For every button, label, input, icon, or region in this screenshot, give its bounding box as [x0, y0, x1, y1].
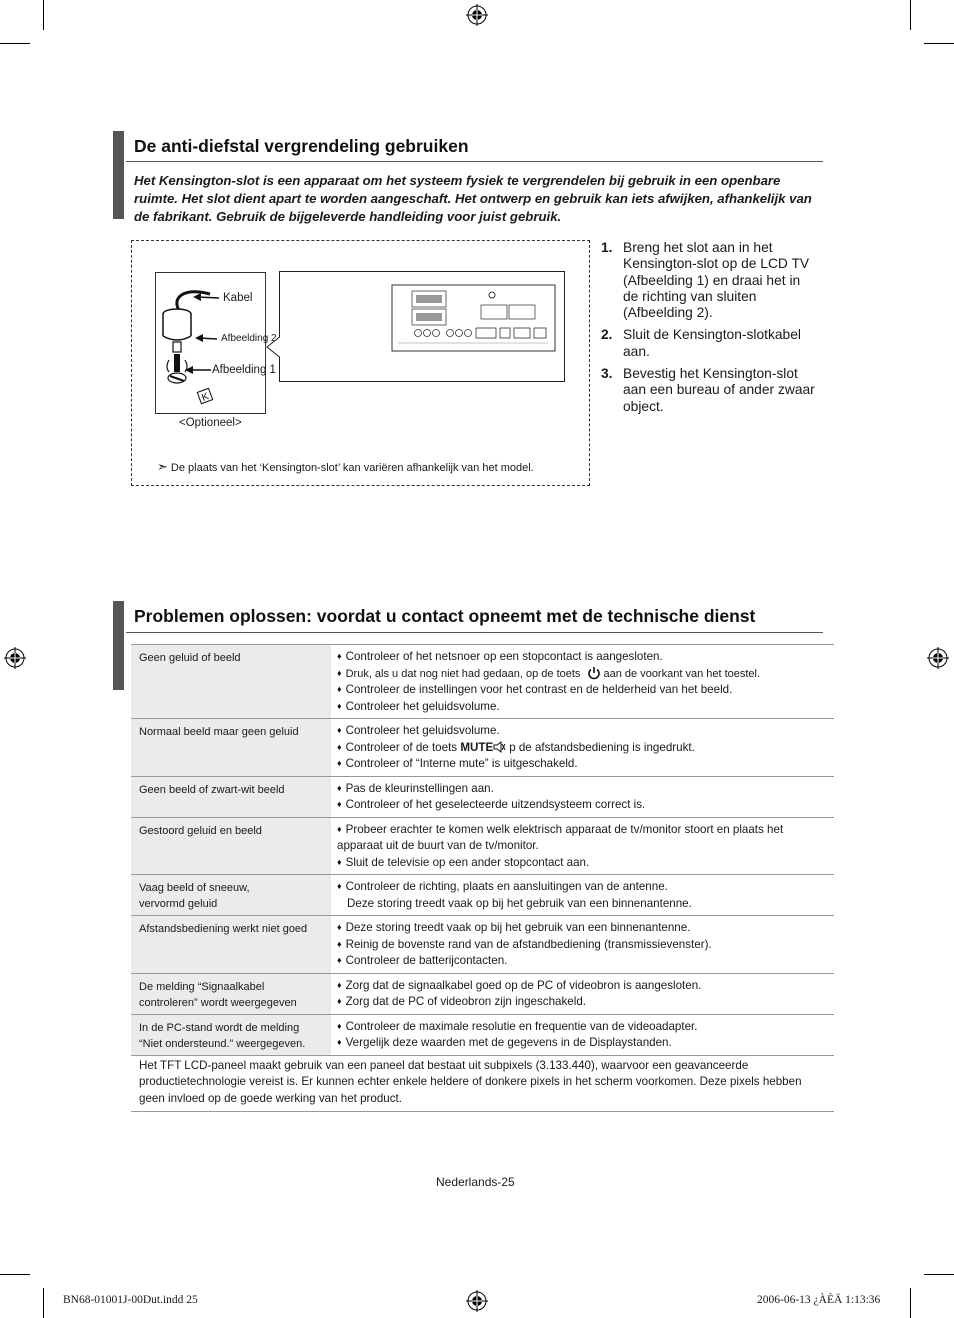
troubleshooting-table	[131, 644, 834, 1112]
steps-list	[601, 240, 816, 421]
crop-mark	[910, 1288, 911, 1318]
table-row	[131, 719, 834, 777]
crop-mark	[0, 1274, 30, 1275]
solution-text: aan de voorkant van het toestel.	[603, 667, 761, 680]
step-number: 2.	[601, 327, 613, 343]
problem-cell: Normaal beeld maar geen geluid	[131, 719, 331, 777]
step-text: Bevestig het Kensington-slot aan een bureau of ander zwaar object.	[623, 366, 815, 414]
page-number: Nederlands-25	[436, 1175, 515, 1189]
problem-cell: Geen beeld of zwart-wit beeld	[131, 776, 331, 817]
step-item	[601, 240, 816, 321]
label-optioneel: <Optioneel>	[179, 417, 242, 429]
step-text: Breng het slot aan in het Kensington-slot op de LCD TV (Afbeelding 1) en draai het in de richting van sluiten (Afbeelding 2).	[623, 240, 810, 321]
solution-item: ♦ Controleer de maximale resolutie en frequentie van de videoadapter.	[337, 1019, 826, 1036]
section-title: Problemen oplossen: voordat u contact opneemt met de technische dienst	[134, 606, 756, 626]
crop-mark	[43, 1288, 44, 1318]
problem-cell	[131, 973, 331, 1014]
step-item	[601, 366, 816, 415]
problem-cell: Afstandsbediening werkt niet goed	[131, 916, 331, 974]
solution-item: ♦ Deze storing treedt vaak op bij het gebruik van een binnenantenne.	[337, 920, 826, 937]
solution-text: Controleer of de toets	[345, 740, 458, 754]
solution-continuation: Deze storing treedt vaak op bij het gebruik van een binnenantenne.	[347, 896, 692, 910]
problem-line: controleren” wordt weergegeven	[139, 996, 297, 1009]
crop-mark	[924, 43, 954, 44]
step-number: 3.	[601, 366, 613, 382]
table-row	[131, 1055, 834, 1112]
solution-item	[337, 740, 826, 757]
crop-mark	[924, 1274, 954, 1275]
step-number: 1.	[601, 240, 613, 255]
solution-item: ♦ Controleer het geluidsvolume.	[337, 723, 826, 740]
solution-cell	[331, 973, 834, 1014]
section-rule	[126, 632, 823, 633]
registration-mark-icon	[466, 1290, 488, 1312]
solution-item: ♦ Controleer het geluidsvolume.	[337, 699, 826, 716]
crop-mark	[910, 0, 911, 30]
mute-key-label: MUTE	[460, 740, 494, 754]
solution-item: ♦ Controleer de instellingen voor het contrast en de helderheid van het beeld.	[337, 682, 826, 699]
step-text: Sluit de Kensington-slotkabel aan.	[623, 327, 801, 359]
solution-text: p de afstandsbediening is ingedrukt.	[509, 740, 695, 754]
solution-item: ♦ Vergelijk deze waarden met de gegevens in de Displaystanden.	[337, 1035, 826, 1052]
file-slug: BN68-01001J-00Dut.indd 25	[63, 1294, 198, 1306]
problem-cell	[131, 875, 331, 916]
solution-cell	[331, 875, 834, 916]
mute-icon	[493, 741, 506, 753]
svg-text:K: K	[200, 391, 211, 404]
intro-text: Het Kensington-slot is een apparaat om het systeem fysiek te vergrendelen bij gebruik in een openbare ruimte. Het slot dient apart te worden aangeschaft. Het ontwerp en gebruik kan iets afwijken, afhankelijk van de fabrikant. Gebruik de bijgeleverde handleiding voor juist gebruik.	[134, 173, 812, 224]
figure-note	[157, 459, 534, 475]
solution-cell	[331, 916, 834, 974]
table-row	[131, 875, 834, 916]
solution-item: ♦ Reinig de bovenste rand van de afstandbediening (transmissievenster).	[337, 937, 826, 954]
problem-line: In de PC-stand wordt de melding	[139, 1021, 300, 1034]
problem-line: De melding “Signaalkabel	[139, 980, 265, 993]
label-kabel: Kabel	[223, 292, 253, 304]
registration-mark-icon	[4, 647, 26, 669]
section-bar	[113, 601, 124, 690]
problem-line: “Niet ondersteund.” weergegeven.	[139, 1037, 306, 1050]
solution-item: ♦ Probeer erachter te komen welk elektrisch apparaat de tv/monitor stoort en plaats het apparaat uit de buurt van de tv/monitor.	[337, 822, 826, 855]
power-icon	[587, 666, 601, 680]
crop-mark	[0, 43, 30, 44]
solution-cell	[331, 645, 834, 719]
label-afbeelding-1: Afbeelding 1	[212, 364, 276, 376]
solution-item: ♦ Controleer de richting, plaats en aansluitingen van de antenne.	[337, 879, 826, 896]
problem-cell	[131, 1014, 331, 1055]
solution-text: Druk, als u dat nog niet had gedaan, op de toets	[345, 667, 581, 680]
section-bar	[113, 131, 124, 219]
table-row	[131, 1014, 834, 1055]
step-item	[601, 327, 816, 360]
solution-item: ♦ Zorg dat de PC of videobron zijn ingeschakeld.	[337, 994, 826, 1011]
solution-item: ♦ Controleer of “Interne mute” is uitgeschakeld.	[337, 756, 826, 773]
solution-item: ♦ Pas de kleurinstellingen aan.	[337, 781, 826, 798]
solution-item: ♦ Zorg dat de signaalkabel goed op de PC of videobron is aangesloten.	[337, 978, 826, 995]
solution-cell	[331, 1014, 834, 1055]
problem-cell: Gestoord geluid en beeld	[131, 817, 331, 875]
solution-cell	[331, 719, 834, 777]
lcd-note: Het TFT LCD-paneel maakt gebruik van een paneel dat bestaat uit subpixels (3.133.440), waarvoor een geavanceerde productietechnologie vereist is. Er kunnen echter enkele heldere of donkere pixels in het scherm voorkomen. Deze pixels hebben geen invloed op de goede werking van het product.	[131, 1055, 834, 1112]
registration-mark-icon	[927, 647, 949, 669]
section-rule	[126, 161, 823, 162]
section-title: De anti-diefstal vergrendeling gebruiken	[134, 136, 469, 156]
registration-mark-icon	[466, 4, 488, 26]
table-row	[131, 973, 834, 1014]
label-afbeelding-2: Afbeelding 2	[221, 333, 277, 344]
solution-item: ♦ Controleer de batterijcontacten.	[337, 953, 826, 970]
tv-back-panel-illustration	[266, 271, 566, 383]
problem-line: Vaag beeld of sneeuw,	[139, 882, 250, 894]
table-row	[131, 776, 834, 817]
problem-line: vervormd geluid	[139, 898, 218, 910]
solution-item: ♦ Sluit de televisie op een ander stopcontact aan.	[337, 855, 826, 872]
solution-item: ♦ Controleer of het netsnoer op een stopcontact is aangesloten.	[337, 649, 826, 666]
date-slug: 2006-06-13 ¿ÀÈÄ 1:13:36	[757, 1294, 881, 1306]
table-row	[131, 916, 834, 974]
solution-cell	[331, 776, 834, 817]
table-row	[131, 645, 834, 719]
note-arrow-icon: ➣	[157, 459, 168, 474]
table-row	[131, 817, 834, 875]
figure-note-text: De plaats van het ‘Kensington-slot’ kan variëren afhankelijk van het model.	[170, 462, 534, 474]
solution-item	[337, 666, 826, 683]
crop-mark	[43, 0, 44, 30]
problem-cell: Geen geluid of beeld	[131, 645, 331, 719]
solution-cell	[331, 817, 834, 875]
solution-item: ♦ Controleer of het geselecteerde uitzendsysteem correct is.	[337, 797, 826, 814]
